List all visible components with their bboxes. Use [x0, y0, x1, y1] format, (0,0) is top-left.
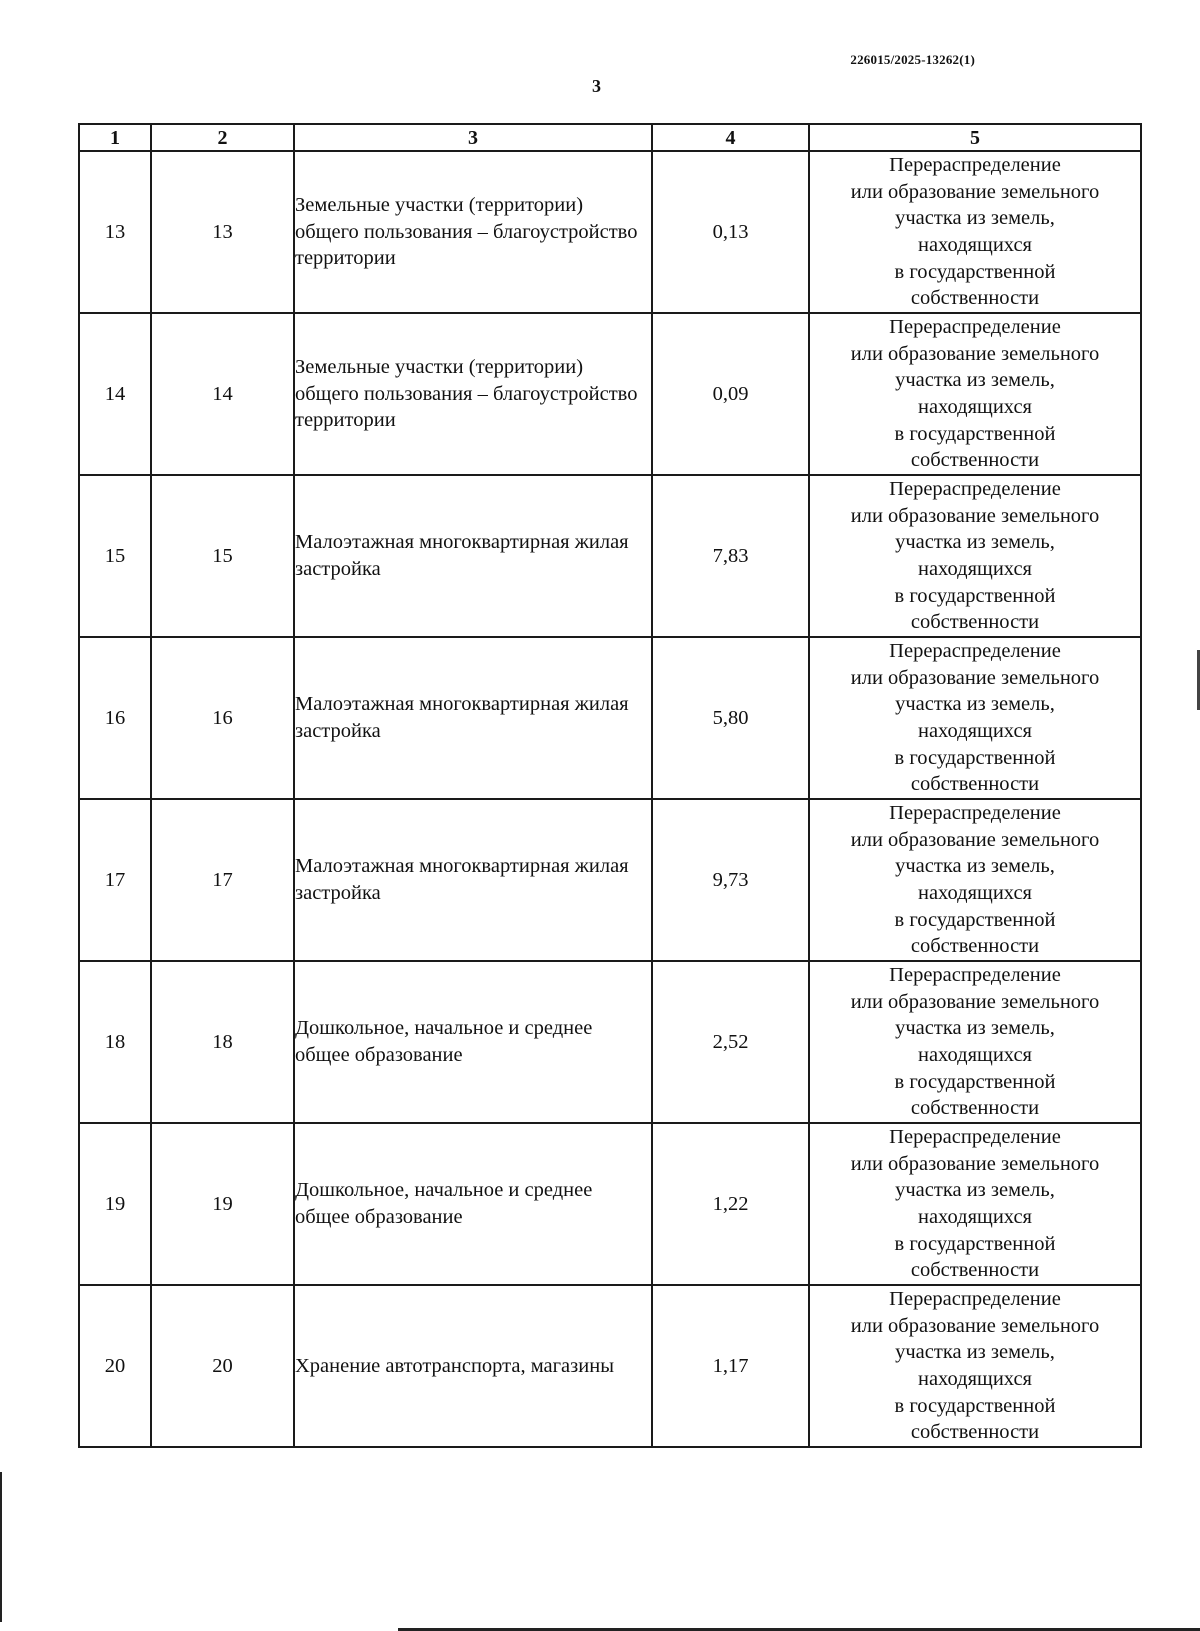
zone-number-cell: 19	[151, 1123, 294, 1285]
formation-method-line: Перераспределение	[889, 802, 1061, 825]
formation-method-line: или образование земельного	[850, 1314, 1100, 1337]
area-cell: 0,13	[652, 151, 809, 313]
formation-method-line: собственности	[910, 611, 1040, 634]
formation-method-line: в государственной	[894, 260, 1056, 283]
column-header: 3	[294, 124, 652, 151]
formation-method-line: находящихся	[917, 1044, 1032, 1066]
formation-method-line: собственности	[910, 449, 1040, 472]
formation-method-line: Перераспределение	[889, 316, 1061, 339]
formation-method-line: или образование земельного	[850, 342, 1100, 365]
area-cell: 2,52	[652, 961, 809, 1123]
formation-method-line: находящихся	[917, 1206, 1032, 1228]
zone-number-cell: 15	[151, 475, 294, 637]
zone-number-cell: 20	[151, 1285, 294, 1447]
formation-method-line: Перераспределение	[889, 154, 1061, 177]
column-header: 4	[652, 124, 809, 151]
formation-method-line: Перераспределение	[889, 478, 1061, 501]
formation-method-line: находящихся	[917, 1368, 1032, 1390]
formation-method-line: в государственной	[894, 1232, 1056, 1255]
land-use-cell: Малоэтажная многоквартирная жилая застройка	[294, 799, 652, 961]
column-header: 1	[79, 124, 151, 151]
formation-method-line: или образование земельного	[850, 180, 1100, 203]
column-header: 2	[151, 124, 294, 151]
table-row	[79, 1123, 1141, 1285]
formation-method-line: собственности	[910, 773, 1040, 796]
zone-number-cell: 14	[151, 313, 294, 475]
formation-method-line: в государственной	[894, 584, 1056, 607]
table-row	[79, 961, 1141, 1123]
formation-method-line: участка из земель,	[895, 1017, 1055, 1040]
formation-method-line: Перераспределение	[889, 964, 1061, 987]
area-cell: 5,80	[652, 637, 809, 799]
row-number-cell: 19	[79, 1123, 151, 1285]
formation-method-line: или образование земельного	[850, 990, 1100, 1013]
formation-method-line: собственности	[910, 1421, 1040, 1444]
zone-number-cell: 13	[151, 151, 294, 313]
formation-method-line: участка из земель,	[895, 369, 1055, 392]
formation-method-cell	[809, 799, 1141, 961]
formation-method-line: Перераспределение	[889, 640, 1061, 663]
area-cell: 1,22	[652, 1123, 809, 1285]
row-number-cell: 17	[79, 799, 151, 961]
formation-method-cell	[809, 1285, 1141, 1447]
land-use-cell: Земельные участки (территории) общего пользования – благоустройство территории	[294, 313, 652, 475]
row-number-cell: 15	[79, 475, 151, 637]
formation-method-line: участка из земель,	[895, 1179, 1055, 1202]
table-header-row	[79, 124, 1141, 151]
formation-method-line: находящихся	[917, 558, 1032, 580]
table-row	[79, 799, 1141, 961]
formation-method-line: в государственной	[894, 422, 1056, 445]
formation-method-line: или образование земельного	[850, 828, 1100, 851]
page-number: 3	[592, 76, 601, 96]
formation-method-line: в государственной	[894, 1394, 1056, 1417]
formation-method-cell	[809, 313, 1141, 475]
formation-method-line: находящихся	[917, 396, 1032, 418]
formation-method-cell	[809, 151, 1141, 313]
zone-number-cell: 18	[151, 961, 294, 1123]
area-cell: 7,83	[652, 475, 809, 637]
formation-method-cell	[809, 1123, 1141, 1285]
zone-number-cell: 16	[151, 637, 294, 799]
formation-method-line: находящихся	[917, 720, 1032, 742]
row-number-cell: 14	[79, 313, 151, 475]
formation-method-line: собственности	[910, 1259, 1040, 1282]
formation-method-cell	[809, 475, 1141, 637]
table-row	[79, 637, 1141, 799]
formation-method-line: или образование земельного	[850, 504, 1100, 527]
formation-method-line: участка из земель,	[895, 207, 1055, 230]
area-cell: 9,73	[652, 799, 809, 961]
formation-method-line: в государственной	[894, 746, 1056, 769]
formation-method-line: или образование земельного	[850, 666, 1100, 689]
column-header: 5	[809, 124, 1141, 151]
formation-method-line: или образование земельного	[850, 1152, 1100, 1175]
formation-method-line: находящихся	[917, 234, 1032, 256]
formation-method-line: участка из земель,	[895, 531, 1055, 554]
row-number-cell: 20	[79, 1285, 151, 1447]
land-use-cell: Малоэтажная многоквартирная жилая застройка	[294, 637, 652, 799]
table-row	[79, 475, 1141, 637]
area-cell: 0,09	[652, 313, 809, 475]
table-row	[79, 151, 1141, 313]
formation-method-line: участка из земель,	[895, 1341, 1055, 1364]
area-cell: 1,17	[652, 1285, 809, 1447]
formation-method-line: Перераспределение	[889, 1126, 1061, 1149]
scan-edge-mark	[0, 1472, 2, 1622]
formation-method-line: в государственной	[894, 1070, 1056, 1093]
land-use-cell: Земельные участки (территории) общего пользования – благоустройство территории	[294, 151, 652, 313]
land-use-cell: Хранение автотранспорта, магазины	[294, 1285, 652, 1447]
formation-method-cell	[809, 637, 1141, 799]
row-number-cell: 13	[79, 151, 151, 313]
formation-method-line: в государственной	[894, 908, 1056, 931]
formation-method-line: собственности	[910, 287, 1040, 310]
formation-method-line: участка из земель,	[895, 855, 1055, 878]
formation-method-line: Перераспределение	[889, 1288, 1061, 1311]
land-use-cell: Дошкольное, начальное и среднее общее образование	[294, 1123, 652, 1285]
land-plots-table	[78, 123, 1142, 1448]
table-row	[79, 1285, 1141, 1447]
formation-method-line: собственности	[910, 1097, 1040, 1120]
formation-method-line: участка из земель,	[895, 693, 1055, 716]
document-number: 226015/2025-13262(1)	[850, 52, 975, 67]
formation-method-line: собственности	[910, 935, 1040, 958]
zone-number-cell: 17	[151, 799, 294, 961]
formation-method-line: находящихся	[917, 882, 1032, 904]
row-number-cell: 16	[79, 637, 151, 799]
formation-method-cell	[809, 961, 1141, 1123]
row-number-cell: 18	[79, 961, 151, 1123]
land-use-cell: Малоэтажная многоквартирная жилая застройка	[294, 475, 652, 637]
table-row	[79, 313, 1141, 475]
land-use-cell: Дошкольное, начальное и среднее общее образование	[294, 961, 652, 1123]
